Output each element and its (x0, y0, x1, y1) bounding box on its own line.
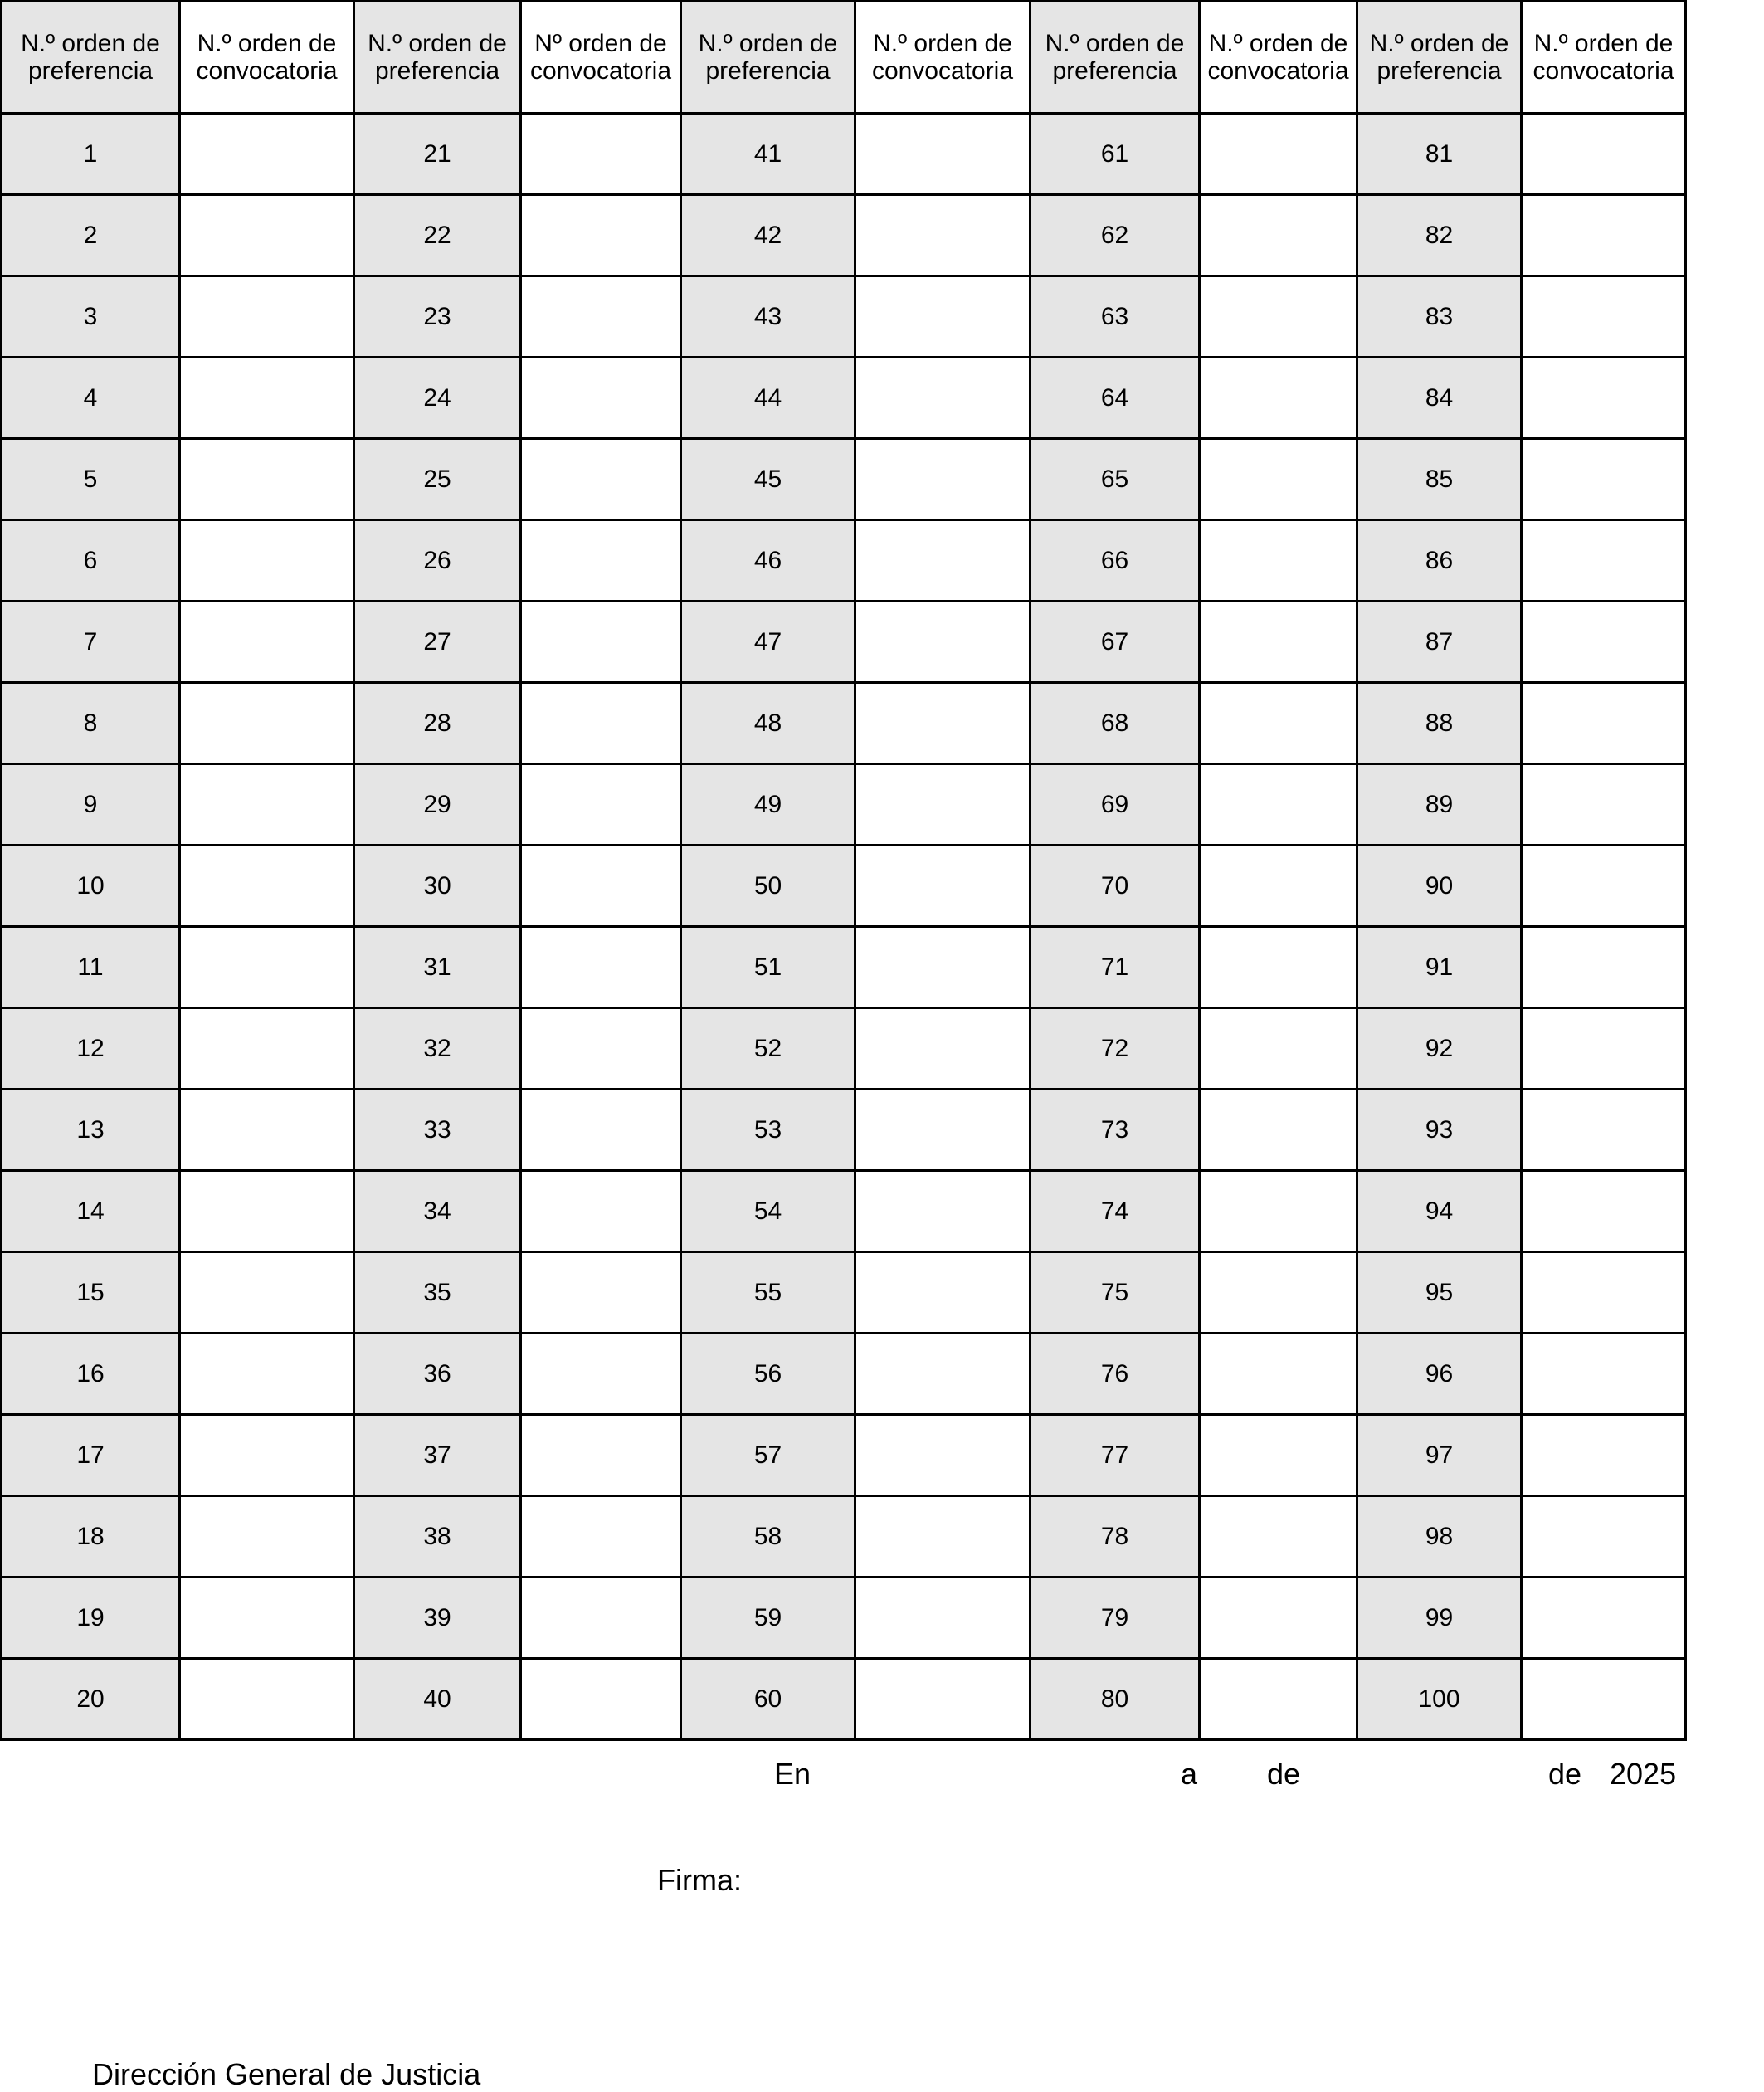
table-row (2, 1090, 1686, 1171)
convocatoria-number-field[interactable] (1522, 1171, 1686, 1252)
convocatoria-number-field[interactable] (855, 1171, 1031, 1252)
preference-number-cell: 87 (1357, 602, 1522, 683)
preference-number-cell: 70 (1031, 846, 1200, 927)
preference-number-cell: 19 (2, 1578, 180, 1659)
date-de-label: de (1267, 1757, 1301, 1791)
convocatoria-number-field[interactable] (855, 764, 1031, 846)
preference-number-cell: 15 (2, 1252, 180, 1334)
preference-number-cell: 95 (1357, 1252, 1522, 1334)
preference-number-cell: 71 (1031, 927, 1200, 1008)
convocatoria-number-field[interactable] (1200, 195, 1357, 276)
header-convocatoria: N.º orden de convocatoria (180, 2, 354, 114)
preference-number-cell: 62 (1031, 195, 1200, 276)
convocatoria-number-field[interactable] (521, 1659, 681, 1740)
convocatoria-number-field[interactable] (180, 358, 354, 439)
convocatoria-number-field[interactable] (521, 276, 681, 358)
preference-number-cell: 57 (681, 1415, 855, 1496)
preference-number-cell: 2 (2, 195, 180, 276)
convocatoria-number-field[interactable] (1200, 602, 1357, 683)
signature-label: Firma: (657, 1863, 742, 1897)
preference-number-cell: 51 (681, 927, 855, 1008)
convocatoria-number-field[interactable] (1522, 1496, 1686, 1578)
convocatoria-number-field[interactable] (180, 683, 354, 764)
preference-number-cell: 63 (1031, 276, 1200, 358)
preference-number-cell: 67 (1031, 602, 1200, 683)
convocatoria-number-field[interactable] (180, 1171, 354, 1252)
preference-number-cell: 46 (681, 520, 855, 602)
preference-number-cell: 85 (1357, 439, 1522, 520)
convocatoria-number-field[interactable] (521, 439, 681, 520)
convocatoria-number-field[interactable] (855, 846, 1031, 927)
table-row (2, 1415, 1686, 1496)
preference-number-cell: 39 (354, 1578, 521, 1659)
preference-number-cell: 20 (2, 1659, 180, 1740)
preference-number-cell: 49 (681, 764, 855, 846)
convocatoria-number-field[interactable] (855, 520, 1031, 602)
convocatoria-number-field[interactable] (1522, 927, 1686, 1008)
table-row (2, 1659, 1686, 1740)
convocatoria-number-field[interactable] (1522, 439, 1686, 520)
preference-number-cell: 9 (2, 764, 180, 846)
convocatoria-number-field[interactable] (855, 1496, 1031, 1578)
convocatoria-number-field[interactable] (180, 1578, 354, 1659)
preference-number-cell: 82 (1357, 195, 1522, 276)
convocatoria-number-field[interactable] (521, 1415, 681, 1496)
convocatoria-number-field[interactable] (1522, 764, 1686, 846)
convocatoria-number-field[interactable] (1522, 195, 1686, 276)
preference-number-cell: 3 (2, 276, 180, 358)
preference-number-cell: 98 (1357, 1496, 1522, 1578)
preference-number-cell: 32 (354, 1008, 521, 1090)
preference-number-cell: 22 (354, 195, 521, 276)
preference-number-cell: 42 (681, 195, 855, 276)
convocatoria-number-field[interactable] (1522, 1008, 1686, 1090)
convocatoria-number-field[interactable] (180, 1008, 354, 1090)
convocatoria-number-field[interactable] (521, 1008, 681, 1090)
preference-number-cell: 16 (2, 1334, 180, 1415)
preference-number-cell: 79 (1031, 1578, 1200, 1659)
header-preference: N.º orden de preferencia (2, 2, 180, 114)
preference-number-cell: 17 (2, 1415, 180, 1496)
convocatoria-number-field[interactable] (1522, 683, 1686, 764)
table-body (2, 114, 1686, 1740)
convocatoria-number-field[interactable] (1522, 114, 1686, 195)
convocatoria-number-field[interactable] (855, 1008, 1031, 1090)
place-label: En (774, 1757, 811, 1791)
preference-number-cell: 43 (681, 276, 855, 358)
preference-number-cell: 75 (1031, 1252, 1200, 1334)
preference-number-cell: 1 (2, 114, 180, 195)
convocatoria-number-field[interactable] (180, 764, 354, 846)
header-convocatoria: N.º orden de convocatoria (1200, 2, 1357, 114)
convocatoria-number-field[interactable] (1522, 1334, 1686, 1415)
preference-number-cell: 56 (681, 1334, 855, 1415)
convocatoria-number-field[interactable] (521, 927, 681, 1008)
preference-number-cell: 36 (354, 1334, 521, 1415)
convocatoria-number-field[interactable] (521, 602, 681, 683)
preference-number-cell: 54 (681, 1171, 855, 1252)
table-row (2, 195, 1686, 276)
convocatoria-number-field[interactable] (180, 520, 354, 602)
convocatoria-number-field[interactable] (855, 1415, 1031, 1496)
table-row (2, 439, 1686, 520)
convocatoria-number-field[interactable] (521, 1252, 681, 1334)
preference-number-cell: 38 (354, 1496, 521, 1578)
convocatoria-number-field[interactable] (180, 602, 354, 683)
convocatoria-number-field[interactable] (855, 1659, 1031, 1740)
table-row (2, 1008, 1686, 1090)
convocatoria-number-field[interactable] (1522, 1252, 1686, 1334)
convocatoria-number-field[interactable] (521, 1334, 681, 1415)
convocatoria-number-field[interactable] (1522, 520, 1686, 602)
convocatoria-number-field[interactable] (180, 439, 354, 520)
convocatoria-number-field[interactable] (521, 683, 681, 764)
preference-number-cell: 21 (354, 114, 521, 195)
preference-number-cell: 74 (1031, 1171, 1200, 1252)
preference-number-cell: 48 (681, 683, 855, 764)
convocatoria-number-field[interactable] (1522, 276, 1686, 358)
convocatoria-number-field[interactable] (1200, 439, 1357, 520)
convocatoria-number-field[interactable] (855, 1252, 1031, 1334)
convocatoria-number-field[interactable] (1200, 276, 1357, 358)
preference-number-cell: 60 (681, 1659, 855, 1740)
preference-number-cell: 35 (354, 1252, 521, 1334)
convocatoria-number-field[interactable] (180, 276, 354, 358)
preference-number-cell: 93 (1357, 1090, 1522, 1171)
preference-number-cell: 76 (1031, 1334, 1200, 1415)
header-preference: N.º orden de preferencia (354, 2, 521, 114)
convocatoria-number-field[interactable] (1200, 1090, 1357, 1171)
convocatoria-number-field[interactable] (855, 114, 1031, 195)
preference-number-cell: 61 (1031, 114, 1200, 195)
convocatoria-number-field[interactable] (1200, 927, 1357, 1008)
convocatoria-number-field[interactable] (1200, 1415, 1357, 1496)
preference-number-cell: 31 (354, 927, 521, 1008)
table-row (2, 276, 1686, 358)
table-row (2, 1578, 1686, 1659)
header-convocatoria: N.º orden de convocatoria (1522, 2, 1686, 114)
preference-number-cell: 100 (1357, 1659, 1522, 1740)
convocatoria-number-field[interactable] (521, 846, 681, 927)
preference-number-cell: 80 (1031, 1659, 1200, 1740)
convocatoria-number-field[interactable] (1200, 1334, 1357, 1415)
convocatoria-number-field[interactable] (521, 1090, 681, 1171)
preference-number-cell: 27 (354, 602, 521, 683)
preference-number-cell: 96 (1357, 1334, 1522, 1415)
convocatoria-number-field[interactable] (1200, 1252, 1357, 1334)
preference-number-cell: 86 (1357, 520, 1522, 602)
convocatoria-number-field[interactable] (521, 764, 681, 846)
preference-number-cell: 73 (1031, 1090, 1200, 1171)
preference-number-cell: 59 (681, 1578, 855, 1659)
preference-number-cell: 81 (1357, 114, 1522, 195)
preference-number-cell: 44 (681, 358, 855, 439)
convocatoria-number-field[interactable] (1200, 846, 1357, 927)
preference-number-cell: 30 (354, 846, 521, 927)
table-row (2, 1334, 1686, 1415)
preference-number-cell: 6 (2, 520, 180, 602)
organization-name: Dirección General de Justicia (92, 2057, 481, 2091)
convocatoria-number-field[interactable] (1200, 1578, 1357, 1659)
table-row (2, 927, 1686, 1008)
preference-number-cell: 97 (1357, 1415, 1522, 1496)
preference-number-cell: 94 (1357, 1171, 1522, 1252)
preference-number-cell: 29 (354, 764, 521, 846)
convocatoria-number-field[interactable] (180, 927, 354, 1008)
preference-number-cell: 47 (681, 602, 855, 683)
preference-number-cell: 65 (1031, 439, 1200, 520)
convocatoria-number-field[interactable] (1522, 846, 1686, 927)
convocatoria-number-field[interactable] (521, 1578, 681, 1659)
convocatoria-number-field[interactable] (855, 927, 1031, 1008)
preference-number-cell: 92 (1357, 1008, 1522, 1090)
convocatoria-number-field[interactable] (180, 1496, 354, 1578)
convocatoria-number-field[interactable] (1200, 764, 1357, 846)
preference-number-cell: 28 (354, 683, 521, 764)
preference-number-cell: 91 (1357, 927, 1522, 1008)
convocatoria-number-field[interactable] (1522, 602, 1686, 683)
convocatoria-number-field[interactable] (1522, 358, 1686, 439)
preference-number-cell: 11 (2, 927, 180, 1008)
preference-number-cell: 33 (354, 1090, 521, 1171)
header-convocatoria: N.º orden de convocatoria (855, 2, 1031, 114)
header-preference: N.º orden de preferencia (1031, 2, 1200, 114)
convocatoria-number-field[interactable] (180, 114, 354, 195)
convocatoria-number-field[interactable] (180, 195, 354, 276)
preference-number-cell: 41 (681, 114, 855, 195)
preference-number-cell: 8 (2, 683, 180, 764)
table-row (2, 1496, 1686, 1578)
preference-number-cell: 84 (1357, 358, 1522, 439)
preference-number-cell: 26 (354, 520, 521, 602)
convocatoria-number-field[interactable] (855, 439, 1031, 520)
table-row (2, 1171, 1686, 1252)
preference-number-cell: 78 (1031, 1496, 1200, 1578)
preference-number-cell: 37 (354, 1415, 521, 1496)
convocatoria-number-field[interactable] (1200, 683, 1357, 764)
convocatoria-number-field[interactable] (855, 195, 1031, 276)
table-row (2, 358, 1686, 439)
convocatoria-number-field[interactable] (521, 195, 681, 276)
preference-number-cell: 13 (2, 1090, 180, 1171)
preference-number-cell: 88 (1357, 683, 1522, 764)
preference-number-cell: 55 (681, 1252, 855, 1334)
preference-number-cell: 23 (354, 276, 521, 358)
convocatoria-number-field[interactable] (180, 1090, 354, 1171)
preference-number-cell: 69 (1031, 764, 1200, 846)
preference-number-cell: 58 (681, 1496, 855, 1578)
preference-number-cell: 90 (1357, 846, 1522, 927)
table-row (2, 114, 1686, 195)
date-de-label-2: de (1548, 1757, 1582, 1791)
preference-number-cell: 45 (681, 439, 855, 520)
convocatoria-number-field[interactable] (1522, 1578, 1686, 1659)
table-row (2, 846, 1686, 927)
preference-number-cell: 12 (2, 1008, 180, 1090)
convocatoria-number-field[interactable] (180, 1659, 354, 1740)
convocatoria-number-field[interactable] (180, 1334, 354, 1415)
table-row (2, 683, 1686, 764)
year-label: 2025 (1610, 1757, 1677, 1791)
convocatoria-number-field[interactable] (1522, 1415, 1686, 1496)
preference-number-cell: 4 (2, 358, 180, 439)
header-convocatoria: Nº orden de convocatoria (521, 2, 681, 114)
convocatoria-number-field[interactable] (1200, 1496, 1357, 1578)
preference-number-cell: 53 (681, 1090, 855, 1171)
preference-number-cell: 10 (2, 846, 180, 927)
convocatoria-number-field[interactable] (521, 1496, 681, 1578)
preference-number-cell: 18 (2, 1496, 180, 1578)
convocatoria-number-field[interactable] (1200, 1008, 1357, 1090)
convocatoria-number-field[interactable] (855, 602, 1031, 683)
table-row (2, 1252, 1686, 1334)
date-a-label: a (1181, 1757, 1198, 1791)
convocatoria-number-field[interactable] (1522, 1659, 1686, 1740)
convocatoria-number-field[interactable] (1200, 1171, 1357, 1252)
convocatoria-number-field[interactable] (855, 683, 1031, 764)
table-row (2, 602, 1686, 683)
preference-number-cell: 40 (354, 1659, 521, 1740)
preference-number-cell: 25 (354, 439, 521, 520)
table-header-row (2, 2, 1686, 114)
preference-number-cell: 52 (681, 1008, 855, 1090)
convocatoria-number-field[interactable] (180, 1252, 354, 1334)
convocatoria-number-field[interactable] (180, 1415, 354, 1496)
header-preference: N.º orden de preferencia (1357, 2, 1522, 114)
convocatoria-number-field[interactable] (1200, 1659, 1357, 1740)
convocatoria-number-field[interactable] (855, 1090, 1031, 1171)
convocatoria-number-field[interactable] (1200, 358, 1357, 439)
preference-number-cell: 89 (1357, 764, 1522, 846)
preference-number-cell: 68 (1031, 683, 1200, 764)
preference-number-cell: 99 (1357, 1578, 1522, 1659)
preference-number-cell: 66 (1031, 520, 1200, 602)
preference-number-cell: 14 (2, 1171, 180, 1252)
convocatoria-number-field[interactable] (855, 1578, 1031, 1659)
header-preference: N.º orden de preferencia (681, 2, 855, 114)
convocatoria-number-field[interactable] (521, 114, 681, 195)
preference-number-cell: 7 (2, 602, 180, 683)
convocatoria-number-field[interactable] (1522, 1090, 1686, 1171)
preference-number-cell: 83 (1357, 276, 1522, 358)
convocatoria-number-field[interactable] (521, 358, 681, 439)
preference-number-cell: 72 (1031, 1008, 1200, 1090)
convocatoria-number-field[interactable] (521, 1171, 681, 1252)
table-row (2, 764, 1686, 846)
preference-number-cell: 64 (1031, 358, 1200, 439)
preference-number-cell: 24 (354, 358, 521, 439)
convocatoria-number-field[interactable] (855, 1334, 1031, 1415)
preference-number-cell: 5 (2, 439, 180, 520)
preference-number-cell: 77 (1031, 1415, 1200, 1496)
table-row (2, 520, 1686, 602)
convocatoria-number-field[interactable] (1200, 114, 1357, 195)
convocatoria-number-field[interactable] (855, 276, 1031, 358)
preference-number-cell: 50 (681, 846, 855, 927)
convocatoria-number-field[interactable] (180, 846, 354, 927)
convocatoria-number-field[interactable] (1200, 520, 1357, 602)
convocatoria-number-field[interactable] (521, 520, 681, 602)
preference-number-cell: 34 (354, 1171, 521, 1252)
convocatoria-number-field[interactable] (855, 358, 1031, 439)
